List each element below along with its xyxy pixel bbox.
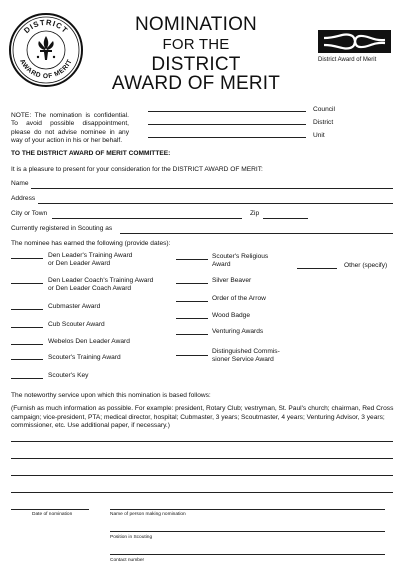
award-venturing: Venturing Awards [212,328,264,335]
other-date-line[interactable] [297,268,337,269]
registered-label: Currently registered in Scouting as [11,225,113,232]
award-date-line[interactable] [176,259,208,260]
svg-text:DISTRICT [22,18,70,35]
award-date-line[interactable] [176,301,208,302]
zip-line[interactable] [263,218,308,219]
award-cubmaster: Cubmaster Award [48,303,101,310]
district-line[interactable] [148,124,306,125]
contact-label: Contact number [110,558,145,563]
service-heading: The noteworthy service upon which this nomination is based follows: [11,392,211,399]
position-label: Position in Scouting [110,535,153,540]
service-line[interactable] [11,458,393,459]
award-scouters-training: Scouter's Training Award [48,354,121,361]
name-line[interactable] [31,188,393,189]
position-line[interactable] [110,531,385,532]
seal-bottom-text: AWARD OF MERIT [18,58,74,81]
contact-line[interactable] [110,554,385,555]
date-of-nomination-label: Date of nomination [32,512,73,517]
award-cub-scouter: Cub Scouter Award [48,321,105,328]
name-label: Name [11,180,29,187]
service-line[interactable] [11,492,393,493]
address-label: Address [11,195,36,202]
committee-heading: TO THE DISTRICT AWARD OF MERIT COMMITTEE: [11,150,171,157]
district-label: District [313,119,334,126]
fleur-de-lis-icon [37,36,55,60]
intro-text: It is a pleasure to present for your consideration for the DISTRICT AWARD OF MERIT: [11,166,263,173]
service-instructions: (Furnish as much information as possible. For example: president, Rotary Club; vestryman, St. Paul's church; chairman, Red Cross campaign; vice-president, PTA; medical director, hospital; Cubmaster, 3 years; Scoutmaster, 4 years; Venturing Advisor, 3 years; commissioner, etc. Use additional paper, if necessary.) [11,405,394,430]
awards-heading: The nominee has earned the following (provide dates): [11,240,171,247]
unit-label: Unit [313,132,325,139]
award-date-line[interactable] [176,355,208,356]
award-date-line[interactable] [11,309,43,310]
zip-label: Zip [250,210,260,217]
title-line-2: FOR THE [162,36,230,53]
award-date-line[interactable] [176,283,208,284]
seal-top-text: DISTRICT [22,17,70,36]
knot-logo [318,30,391,53]
registered-line[interactable] [120,233,393,234]
award-date-line[interactable] [11,327,43,328]
nominator-name-label: Name of person making nomination [110,512,186,517]
other-specify-label: Other (specify) [344,262,388,269]
award-date-line[interactable] [11,283,43,284]
council-line[interactable] [148,111,306,112]
award-order-of-arrow: Order of the Arrow [212,295,266,302]
award-silver-beaver: Silver Beaver [212,277,252,284]
award-date-line[interactable] [176,334,208,335]
award-wood-badge: Wood Badge [212,312,251,319]
date-of-nomination-line[interactable] [11,509,89,510]
title-line-3: DISTRICT [151,54,241,75]
square-knot-icon [318,30,391,53]
award-date-line[interactable] [176,318,208,319]
award-webelos: Webelos Den Leader Award [48,338,130,345]
award-den-leader: Den Leader's Training Award or Den Leader Award [48,252,133,268]
title-line-4: AWARD OF MERIT [111,73,281,94]
award-den-leader-coach: Den Leader Coach's Training Award or Den Leader Coach Award [48,277,154,293]
service-line[interactable] [11,475,393,476]
award-date-line[interactable] [11,344,43,345]
city-line[interactable] [52,218,242,219]
unit-line[interactable] [148,137,306,138]
confidential-note: NOTE: The nomination is confidential. To avoid possible disappointment, please do not advise nominee in any way of your action in his or her behalf. [11,112,129,145]
award-scouters-key: Scouter's Key [48,372,89,379]
award-date-line[interactable] [11,359,43,360]
city-label: City or Town [11,210,48,217]
address-line[interactable] [38,203,393,204]
award-date-line[interactable] [11,258,43,259]
service-line[interactable] [11,441,393,442]
council-label: Council [313,106,335,113]
award-distinguished-commissioner: Distinguished Commis- sioner Service Award [212,348,280,364]
district-award-seal [8,12,84,88]
nominator-name-line[interactable] [110,509,385,510]
award-scouters-religious: Scouter's Religious Award [212,253,269,269]
title-line-1: NOMINATION [135,14,257,35]
logo-caption: District Award of Merit [318,57,377,63]
award-date-line[interactable] [11,378,43,379]
